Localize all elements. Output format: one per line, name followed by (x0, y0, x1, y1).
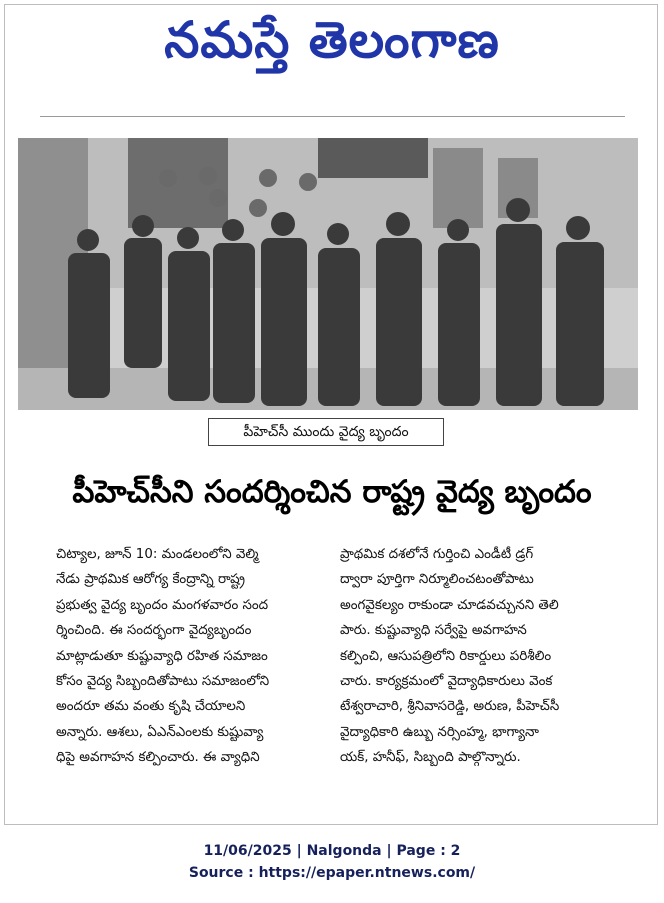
article-line: చారు. కార్యక్రమంలో వైద్యాధికారులు వెంక (340, 673, 553, 689)
article-line: ద్వారా పూర్తిగా నిర్మూలించటంతోపాటు (340, 572, 534, 588)
article-line: టేశ్వరాచారి, శ్రీనివాసరెడ్డి, అరుణ, పీహెచ్‌సీ (340, 699, 560, 715)
article-line: అంగవైకల్యం రాకుండా చూడవచ్చునని తెలి (340, 597, 559, 613)
edition-info: 11/06/2025 | Nalgonda | Page : 2 (203, 843, 461, 859)
article-line: చిట్యాల, జూన్ 10: మండలంలోని వెల్మి (56, 547, 259, 562)
article-line: పారు. కుష్టువ్యాధి సర్వేపై అవగాహన (340, 623, 527, 639)
article-line: ధిపై అవగాహన కల్పించారు. ఈ వ్యాధిని (56, 750, 260, 766)
article-line: నేడు ప్రాథమిక ఆరోగ్య కేంద్రాన్ని రాష్ట్ర (56, 572, 246, 588)
source-link[interactable]: Source : https://epaper.ntnews.com/ (188, 865, 476, 881)
article-line: ర్శించింది. ఈ సందర్భంగా వైద్యబృందం (56, 623, 252, 639)
article-line: కోసం వైద్య సిబ్బందితోపాటు సమాజంలోని (56, 673, 270, 689)
article-line: అన్నారు. ఆశలు, ఏఎన్‌ఎంలకు కుష్టువ్యా (56, 724, 264, 740)
news-photo (18, 138, 638, 410)
article-column-left (56, 542, 318, 771)
article-column-right (340, 542, 602, 771)
newspaper-masthead: నమస్తే తెలంగాణ (164, 11, 500, 69)
masthead-divider (40, 116, 625, 117)
article-line: కల్పించి, ఆసుపత్రిలోని రికార్డులు పరిశీలిం (340, 648, 552, 664)
group-photo-icon (18, 138, 638, 410)
article-line: ప్రభుత్వ వైద్య బృందం మంగళవారం సంద (56, 597, 269, 613)
article-line: అందరూ తమ వంతు కృషి చేయాలని (56, 699, 246, 715)
photo-caption: పీహెచ్‌సీ ముందు వైద్య బృందం (208, 418, 444, 446)
article-line: ప్రాథమిక దశలోనే గుర్తించి ఎండీటీ డ్రగ్ (340, 547, 534, 562)
article-line: యక్, హనీఫ్, సిబ్బంది పాల్గొన్నారు. (340, 750, 521, 766)
article-line: వైద్యాధికారి ఉబ్బు నర్సింహ్మ, భాగ్యానా (340, 724, 539, 740)
article-line: మాట్లాడుతూ కుష్టువ్యాధి రహిత సమాజం (56, 648, 268, 664)
article-headline: పీహెచ్‌సీని సందర్శించిన రాష్ట్ర వైద్య బృందం (72, 474, 592, 510)
